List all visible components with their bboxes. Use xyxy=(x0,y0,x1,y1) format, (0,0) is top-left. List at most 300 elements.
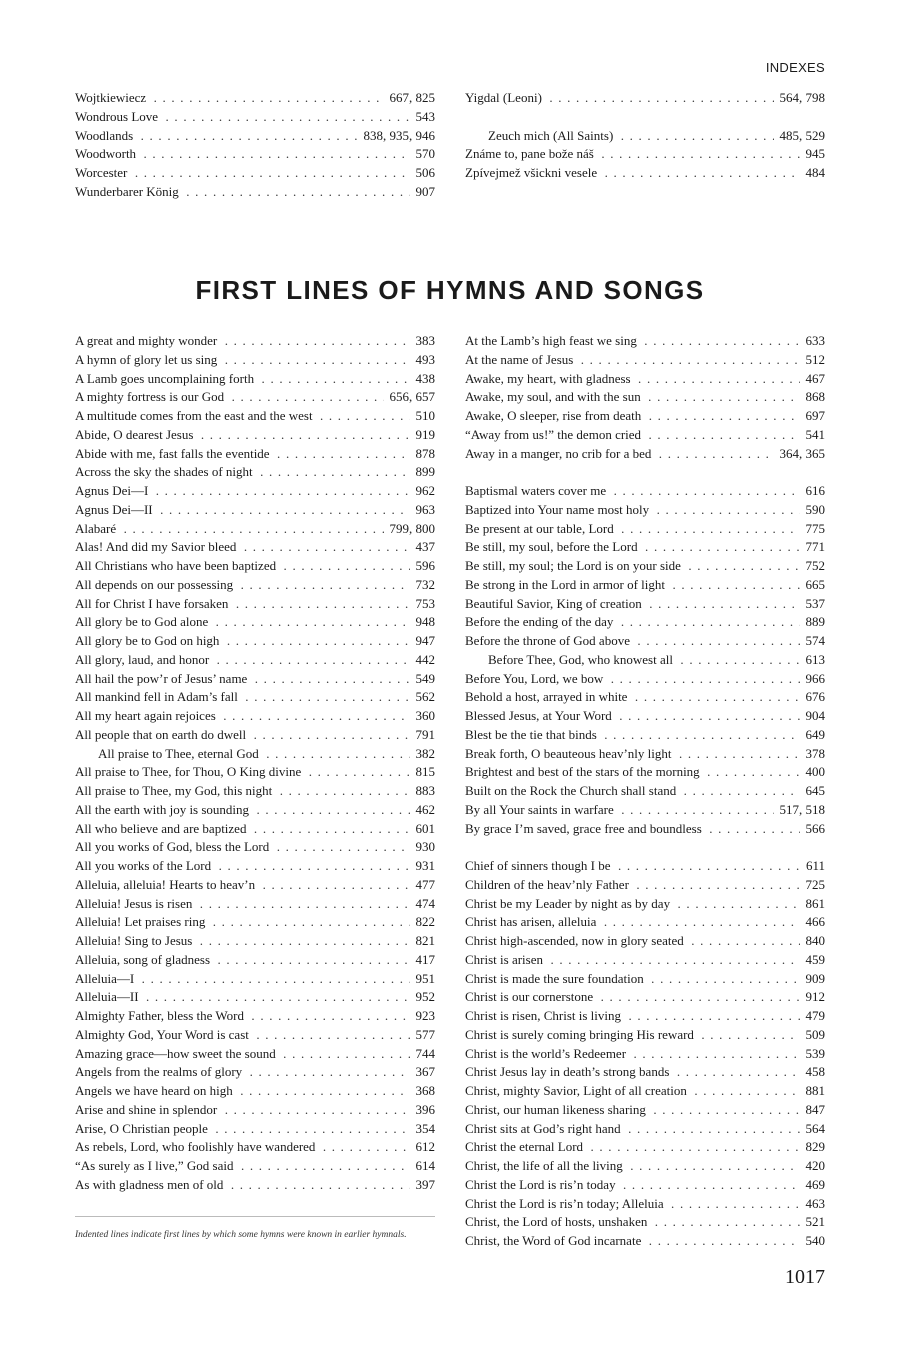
entry-number: 383 xyxy=(415,333,435,348)
index-entry xyxy=(465,1195,825,1214)
entry-number: 899 xyxy=(415,464,435,480)
entry-number: 590 xyxy=(805,501,825,517)
entry-title: Alleluia! Jesus is risen xyxy=(75,895,193,911)
index-entry xyxy=(465,445,825,464)
entry-number: 463 xyxy=(805,1195,825,1211)
index-entry xyxy=(75,426,435,445)
dot-leader xyxy=(137,970,409,989)
entry-title: All for Christ I have forsaken xyxy=(75,595,229,611)
index-entry xyxy=(465,127,825,146)
entry-title: Christ is risen, Christ is living xyxy=(465,1008,622,1023)
entry-number: 752 xyxy=(805,558,825,573)
entry-title: Zeuch mich (All Saints) xyxy=(488,127,614,143)
dot-leader xyxy=(679,782,799,801)
index-entry xyxy=(465,651,825,670)
entry-number: 437 xyxy=(415,539,435,555)
entry-number: 930 xyxy=(415,839,435,855)
entry-number: 945 xyxy=(805,146,825,162)
index-entry xyxy=(465,370,825,389)
index-entry xyxy=(465,1026,825,1045)
entry-title: Alas! And did my Savior bleed xyxy=(75,539,237,555)
entry-title: At the Lamb’s high feast we sing xyxy=(465,333,637,348)
entry-title: Awake, my heart, with gladness xyxy=(465,370,631,386)
index-entry xyxy=(75,1007,435,1026)
entry-title: Amazing grace—how sweet the sound xyxy=(75,1045,276,1061)
entry-title: Break forth, O beauteous heav’nly light xyxy=(465,745,672,761)
entry-title: Chief of sinners though I be xyxy=(465,858,611,873)
index-entry xyxy=(75,183,435,202)
entry-number: 665 xyxy=(805,576,825,592)
footnote-divider xyxy=(75,1216,435,1217)
entry-title: Beautiful Savior, King of creation xyxy=(465,595,642,611)
dot-leader xyxy=(211,613,409,632)
entry-number: 537 xyxy=(805,595,825,611)
dot-leader xyxy=(614,857,800,876)
dot-leader xyxy=(644,407,799,426)
index-entry xyxy=(465,595,825,614)
index-entry xyxy=(75,951,435,970)
dot-leader xyxy=(222,632,409,651)
dot-leader xyxy=(667,1195,800,1214)
entry-title: All my heart again rejoices xyxy=(75,708,216,723)
dot-leader xyxy=(630,688,799,707)
entry-number: 732 xyxy=(415,576,435,592)
entry-title: Christ, the Lord of hosts, unshaken xyxy=(465,1214,648,1230)
index-entry xyxy=(75,1176,435,1195)
entry-number: 438 xyxy=(415,370,435,386)
index-entry xyxy=(75,707,435,726)
entry-number: 829 xyxy=(805,1139,825,1155)
entry-number: 574 xyxy=(805,633,825,648)
dot-leader xyxy=(634,370,800,389)
entry-title: All depends on our possessing xyxy=(75,576,234,592)
dot-leader xyxy=(182,183,410,202)
entry-title: Angels we have heard on high xyxy=(75,1083,233,1098)
index-entry xyxy=(465,895,825,914)
dot-leader xyxy=(619,1176,800,1195)
index-entry xyxy=(75,801,435,820)
entry-number: 649 xyxy=(805,726,825,742)
dot-leader xyxy=(697,1026,800,1045)
dot-leader xyxy=(318,1138,409,1157)
entry-number: 868 xyxy=(805,389,825,405)
entry-title: All glory be to God on high xyxy=(75,633,220,648)
entry-number: 485, 529 xyxy=(779,127,825,143)
entry-title: Before You, Lord, we bow xyxy=(465,670,604,686)
index-entry xyxy=(75,1045,435,1064)
dot-leader xyxy=(316,407,410,426)
index-entry xyxy=(75,388,435,407)
dot-leader xyxy=(606,670,799,689)
entry-title: Alleluia—II xyxy=(75,989,139,1005)
entry-title: Baptized into Your name most holy xyxy=(465,501,650,517)
entry-number: 521 xyxy=(805,1214,825,1230)
dot-leader xyxy=(624,1120,800,1139)
index-entry xyxy=(75,932,435,951)
index-entry xyxy=(465,332,825,351)
entry-number: 611 xyxy=(805,858,825,873)
index-entry xyxy=(465,763,825,782)
entry-number: 564 xyxy=(805,1120,825,1136)
index-entry xyxy=(75,482,435,501)
entry-title: Brightest and best of the stars of the morning xyxy=(465,764,700,780)
entry-title: Christ Jesus lay in death’s strong bands xyxy=(465,1064,670,1080)
dot-leader xyxy=(257,370,409,389)
entry-number: 907 xyxy=(415,183,435,199)
entry-title: All mankind fell in Adam’s fall xyxy=(75,689,238,705)
entry-number: 923 xyxy=(415,1008,435,1023)
entry-number: 847 xyxy=(805,1101,825,1117)
entry-number: 539 xyxy=(805,1045,825,1061)
entry-number: 396 xyxy=(415,1101,435,1117)
dot-leader xyxy=(597,145,800,164)
entry-title: By all Your saints in warfare xyxy=(465,801,614,817)
entry-title: All glory be to God alone xyxy=(75,614,209,630)
entry-number: 420 xyxy=(805,1158,825,1173)
dot-leader xyxy=(304,763,409,782)
index-entry xyxy=(465,913,825,932)
entry-number: 613 xyxy=(805,651,825,667)
index-entry xyxy=(75,407,435,426)
entry-title: As with gladness men of old xyxy=(75,1176,224,1192)
dot-leader xyxy=(279,1045,410,1064)
index-entry xyxy=(75,1138,435,1157)
entry-number: 697 xyxy=(805,408,825,423)
dot-leader xyxy=(624,1007,799,1026)
entry-title: A Lamb goes uncomplaining forth xyxy=(75,370,255,386)
index-entry xyxy=(75,145,435,164)
entry-title: Angels from the realms of glory xyxy=(75,1064,243,1080)
dot-leader xyxy=(705,820,800,839)
dot-leader xyxy=(672,1063,799,1082)
entry-title: Across the sky the shades of night xyxy=(75,464,253,480)
dot-leader xyxy=(546,951,800,970)
dot-leader xyxy=(599,913,799,932)
entry-number: 821 xyxy=(415,933,435,948)
entry-title: Arise, O Christian people xyxy=(75,1120,208,1136)
entry-number: 667, 825 xyxy=(389,90,435,105)
dot-leader xyxy=(220,332,409,351)
entry-title: Before the ending of the day xyxy=(465,614,614,630)
entry-number: 633 xyxy=(805,333,825,348)
index-entry xyxy=(75,332,435,351)
index-entry xyxy=(465,745,825,764)
entry-number: 614 xyxy=(415,1158,435,1173)
entry-title: Alabaré xyxy=(75,520,117,536)
dot-leader xyxy=(615,707,800,726)
entry-title: Známe to, pane bože náš xyxy=(465,146,594,162)
index-entry xyxy=(465,1007,825,1026)
index-entry xyxy=(465,1045,825,1064)
index-entry xyxy=(465,726,825,745)
index-entry xyxy=(75,970,435,989)
entry-title: Before Thee, God, who knowest all xyxy=(488,651,673,667)
dot-leader xyxy=(687,932,800,951)
dot-leader xyxy=(617,801,774,820)
entry-title: All Christians who have been baptized xyxy=(75,558,277,573)
entry-title: All people that on earth do dwell xyxy=(75,726,247,742)
entry-title: Christ, the life of all the living xyxy=(465,1158,623,1173)
index-entry xyxy=(75,1120,435,1139)
entry-title: Wondrous Love xyxy=(75,108,159,124)
entry-title: By grace I’m saved, grace free and boundless xyxy=(465,820,702,836)
entry-title: Christ is made the sure foundation xyxy=(465,970,644,986)
entry-number: 368 xyxy=(415,1083,435,1098)
entry-number: 744 xyxy=(415,1045,435,1061)
entry-title: A multitude comes from the east and the west xyxy=(75,408,313,423)
entry-title: Christ is surely coming bringing His reward xyxy=(465,1026,694,1042)
entry-number: 512 xyxy=(805,351,825,367)
entry-number: 952 xyxy=(415,989,435,1005)
entry-number: 509 xyxy=(805,1026,825,1042)
index-entry xyxy=(75,1082,435,1101)
index-entry xyxy=(75,782,435,801)
dot-leader xyxy=(252,801,409,820)
dot-leader xyxy=(668,576,799,595)
entry-title: Children of the heav’nly Father xyxy=(465,876,629,892)
dot-leader xyxy=(213,951,409,970)
entry-number: 479 xyxy=(805,1008,825,1023)
entry-title: Blessed Jesus, at Your Word xyxy=(465,708,612,723)
index-entry xyxy=(75,501,435,520)
entry-number: 725 xyxy=(805,876,825,892)
index-entry xyxy=(465,876,825,895)
entry-number: 948 xyxy=(415,614,435,630)
entry-number: 458 xyxy=(805,1064,825,1080)
entry-number: 878 xyxy=(415,445,435,461)
entry-title: A hymn of glory let us sing xyxy=(75,351,218,367)
dot-leader xyxy=(236,1082,410,1101)
index-entry xyxy=(465,501,825,520)
index-entry xyxy=(75,763,435,782)
entry-title: A great and mighty wonder xyxy=(75,333,218,348)
entry-title: Worcester xyxy=(75,165,128,180)
tune-index-left-column xyxy=(75,89,435,202)
dot-leader xyxy=(226,1176,409,1195)
index-entry xyxy=(465,1157,825,1176)
entry-number: 564, 798 xyxy=(779,90,825,105)
dot-leader xyxy=(652,501,799,520)
dot-leader xyxy=(195,932,409,951)
entry-title: Abide with me, fast falls the eventide xyxy=(75,445,270,461)
entry-number: 543 xyxy=(415,108,435,124)
entry-title: Alleluia, song of gladness xyxy=(75,951,211,967)
entry-title: Arise and shine in splendor xyxy=(75,1101,218,1117)
entry-title: Christ has arisen, alleluia xyxy=(465,914,597,930)
entry-title: Christ high-ascended, now in glory seated xyxy=(465,933,684,948)
index-entry xyxy=(465,613,825,632)
entry-number: 645 xyxy=(805,783,825,798)
index-entry xyxy=(75,820,435,839)
entry-number: 771 xyxy=(805,539,825,555)
index-entry xyxy=(465,520,825,539)
index-entry xyxy=(465,632,825,651)
dot-leader xyxy=(616,127,773,146)
page-title: FIRST LINES OF HYMNS AND SONGS xyxy=(195,275,705,305)
entry-title: Christ the Lord is ris’n today xyxy=(465,1176,616,1192)
entry-title: Christ is arisen xyxy=(465,951,543,967)
entry-number: 562 xyxy=(415,689,435,705)
entry-number: 540 xyxy=(805,1233,825,1248)
index-entry xyxy=(465,1120,825,1139)
entry-number: 861 xyxy=(805,895,825,911)
dot-leader xyxy=(249,820,409,839)
index-entry xyxy=(75,988,435,1007)
index-entry xyxy=(75,1101,435,1120)
index-entry xyxy=(75,688,435,707)
dot-leader xyxy=(231,595,409,614)
dot-leader xyxy=(629,1045,799,1064)
entry-number: 382 xyxy=(415,745,435,761)
entry-number: 791 xyxy=(415,726,435,742)
index-entry xyxy=(465,482,825,501)
dot-leader xyxy=(208,913,409,932)
entry-title: Wojtkiewiecz xyxy=(75,90,147,105)
dot-leader xyxy=(633,632,800,651)
index-entry xyxy=(75,613,435,632)
index-entry xyxy=(465,557,825,576)
entry-number: 549 xyxy=(415,670,435,686)
dot-leader xyxy=(632,876,800,895)
entry-title: Christ sits at God’s right hand xyxy=(465,1120,621,1136)
entry-number: 838, 935, 946 xyxy=(363,127,435,143)
dot-leader xyxy=(640,332,800,351)
dot-leader xyxy=(241,688,410,707)
entry-number: 400 xyxy=(805,764,825,780)
dot-leader xyxy=(279,557,409,576)
dot-leader xyxy=(119,520,383,539)
entry-title: “Away from us!” the demon cried xyxy=(465,426,642,442)
dot-leader xyxy=(130,164,409,183)
index-entry xyxy=(465,670,825,689)
dot-leader xyxy=(690,1082,800,1101)
entry-title: Agnus Dei—II xyxy=(75,501,153,517)
entry-title: Away in a manger, no crib for a bed xyxy=(465,445,652,461)
index-entry xyxy=(75,913,435,932)
entry-title: Blest be the tie that binds xyxy=(465,726,597,742)
entry-title: At the name of Jesus xyxy=(465,351,574,367)
index-entry xyxy=(75,632,435,651)
dot-leader xyxy=(650,1213,799,1232)
entry-number: 570 xyxy=(415,146,435,162)
entry-number: 919 xyxy=(415,426,435,442)
dot-leader xyxy=(600,726,800,745)
dot-leader xyxy=(227,388,383,407)
entry-title: Baptismal waters cover me xyxy=(465,483,607,498)
entry-number: 459 xyxy=(805,951,825,967)
dot-leader xyxy=(649,1101,800,1120)
entry-number: 367 xyxy=(415,1064,435,1080)
dot-leader xyxy=(195,895,409,914)
entry-number: 889 xyxy=(805,614,825,630)
entry-number: 417 xyxy=(415,951,435,967)
entry-title: Abide, O dearest Jesus xyxy=(75,426,194,442)
dot-leader xyxy=(256,463,410,482)
index-entry xyxy=(465,1101,825,1120)
entry-title: Behold a host, arrayed in white xyxy=(465,689,628,705)
dot-leader xyxy=(272,838,409,857)
dot-leader xyxy=(220,351,409,370)
entry-title: Wunderbarer König xyxy=(75,183,179,199)
index-entry xyxy=(75,1157,435,1176)
index-entry xyxy=(465,145,825,164)
dot-leader xyxy=(258,876,409,895)
entry-title: All praise to Thee, for Thou, O King divine xyxy=(75,764,302,780)
dot-leader xyxy=(644,388,800,407)
entry-number: 477 xyxy=(415,876,435,892)
page-number: 1017 xyxy=(785,1266,825,1288)
index-entry xyxy=(75,164,435,183)
index-entry xyxy=(465,988,825,1007)
index-entry xyxy=(465,407,825,426)
entry-number: 881 xyxy=(805,1083,825,1098)
index-entry xyxy=(75,895,435,914)
entry-title: Yigdal (Leoni) xyxy=(465,90,542,105)
entry-title: All glory, laud, and honor xyxy=(75,651,210,667)
entry-title: Christ, mighty Savior, Light of all creation xyxy=(465,1083,687,1098)
entry-number: 493 xyxy=(415,351,435,367)
index-entry xyxy=(75,576,435,595)
dot-leader xyxy=(250,670,409,689)
dot-leader xyxy=(609,482,799,501)
dot-leader xyxy=(647,970,800,989)
entry-number: 616 xyxy=(805,483,825,498)
entry-number: 612 xyxy=(415,1139,435,1155)
dot-leader xyxy=(626,1157,800,1176)
dot-leader xyxy=(262,745,410,764)
index-entry xyxy=(465,426,825,445)
index-entry xyxy=(465,388,825,407)
first-lines-left-column xyxy=(75,332,435,1195)
entry-title: Before the throne of God above xyxy=(465,633,630,648)
entry-title: All you works of God, bless the Lord xyxy=(75,839,270,855)
index-entry xyxy=(75,127,435,146)
dot-leader xyxy=(239,538,409,557)
entry-number: 951 xyxy=(415,970,435,986)
dot-leader xyxy=(675,745,800,764)
entry-number: 822 xyxy=(415,914,435,930)
index-entry xyxy=(75,876,435,895)
entry-title: Woodworth xyxy=(75,146,137,162)
index-entry xyxy=(75,670,435,689)
dot-leader xyxy=(219,707,410,726)
dot-leader xyxy=(545,89,774,108)
index-entry xyxy=(465,576,825,595)
dot-leader xyxy=(596,988,799,1007)
entry-number: 484 xyxy=(805,165,825,180)
dot-leader xyxy=(247,1007,410,1026)
entry-number: 601 xyxy=(415,820,435,836)
dot-leader xyxy=(161,108,409,127)
entry-number: 676 xyxy=(805,689,825,705)
index-entry xyxy=(75,595,435,614)
dot-leader xyxy=(641,538,800,557)
dot-leader xyxy=(676,651,800,670)
entry-title: Built on the Rock the Church shall stand xyxy=(465,783,677,798)
entry-number: 962 xyxy=(415,483,435,498)
index-entry xyxy=(75,1026,435,1045)
index-entry xyxy=(75,1063,435,1082)
dot-leader xyxy=(703,763,800,782)
dot-leader xyxy=(211,1120,410,1139)
index-entry xyxy=(465,164,825,183)
entry-number: 517, 518 xyxy=(779,801,825,817)
entry-title: Agnus Dei—I xyxy=(75,483,149,498)
dot-leader xyxy=(214,857,409,876)
entry-number: 799, 800 xyxy=(389,520,435,536)
dot-leader xyxy=(149,89,383,108)
index-entry xyxy=(465,1082,825,1101)
